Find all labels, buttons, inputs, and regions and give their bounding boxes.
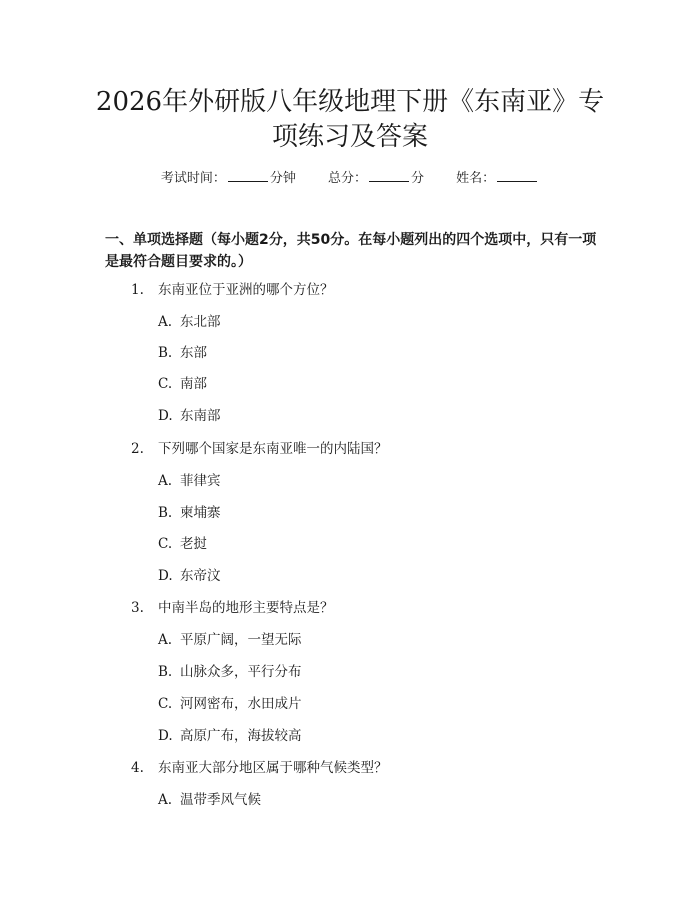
total-score [328,171,428,186]
total-score-blank [369,168,409,182]
option-text: 菲律宾 [180,473,221,489]
option-text: 南部 [180,376,207,392]
option-letter: B. [158,505,173,521]
option [158,343,207,363]
section-heading-line1: 一、单项选择题（每小题2分，共50分。在每小题列出的四个选项中，只有一项 [105,232,597,248]
exam-meta [0,168,700,189]
question-number: 3. [131,600,144,616]
total-score-unit: 分 [411,171,425,186]
option [158,630,302,650]
option [158,534,207,554]
option [158,566,221,586]
total-score-label: 总分： [327,171,367,186]
option-text: 柬埔寨 [180,505,221,521]
option-text: 老挝 [180,536,207,552]
question [131,758,388,778]
option-letter: B. [158,664,173,680]
option [158,662,302,682]
question-number: 1. [131,282,144,298]
section-heading-line2: 是最符合题目要求的。） [105,254,252,270]
option-letter: C. [158,536,173,552]
option-letter: D. [158,728,173,744]
option-letter: D. [158,408,173,424]
question-text: 东南亚大部分地区属于哪种气候类型？ [158,760,388,776]
option-letter: A. [158,314,173,330]
option [158,374,207,394]
option [158,471,221,491]
exam-time [161,171,300,186]
option-text: 东北部 [180,314,221,330]
option-text: 东帝汶 [180,568,221,584]
option [158,790,261,810]
option-text: 温带季风气候 [180,792,261,808]
option [158,694,302,714]
question [131,598,334,618]
option-text: 高原广布，海拔较高 [180,728,302,744]
student-name [456,171,539,186]
student-name-blank [497,168,537,182]
option-text: 东部 [180,345,207,361]
student-name-label: 姓名： [456,171,496,186]
option [158,503,221,523]
exam-time-blank [228,168,268,182]
option-letter: B. [158,345,173,361]
option [158,312,221,332]
question-text: 中南半岛的地形主要特点是？ [158,600,334,616]
question [131,280,334,300]
option [158,406,221,426]
question [131,439,388,459]
option-letter: A. [158,792,173,808]
exam-time-label: 考试时间： [160,171,226,186]
option-text: 河网密布，水田成片 [180,696,302,712]
option-letter: A. [158,473,173,489]
option-letter: C. [158,696,173,712]
exam-time-unit: 分钟 [269,171,296,186]
option-letter: D. [158,568,173,584]
option-text: 平原广阔，一望无际 [180,632,302,648]
question-number: 2. [131,441,144,457]
option-text: 东南部 [180,408,221,424]
option-letter: C. [158,376,173,392]
question-number: 4. [131,760,144,776]
document-title-line2: 项练习及答案 [271,122,428,152]
option-letter: A. [158,632,173,648]
question-text: 东南亚位于亚洲的哪个方位？ [158,282,334,298]
question-text: 下列哪个国家是东南亚唯一的内陆国？ [158,441,388,457]
option [158,726,302,746]
option-text: 山脉众多，平行分布 [180,664,302,680]
document-title-line1: 2026年外研版八年级地理下册《东南亚》专 [95,87,605,117]
